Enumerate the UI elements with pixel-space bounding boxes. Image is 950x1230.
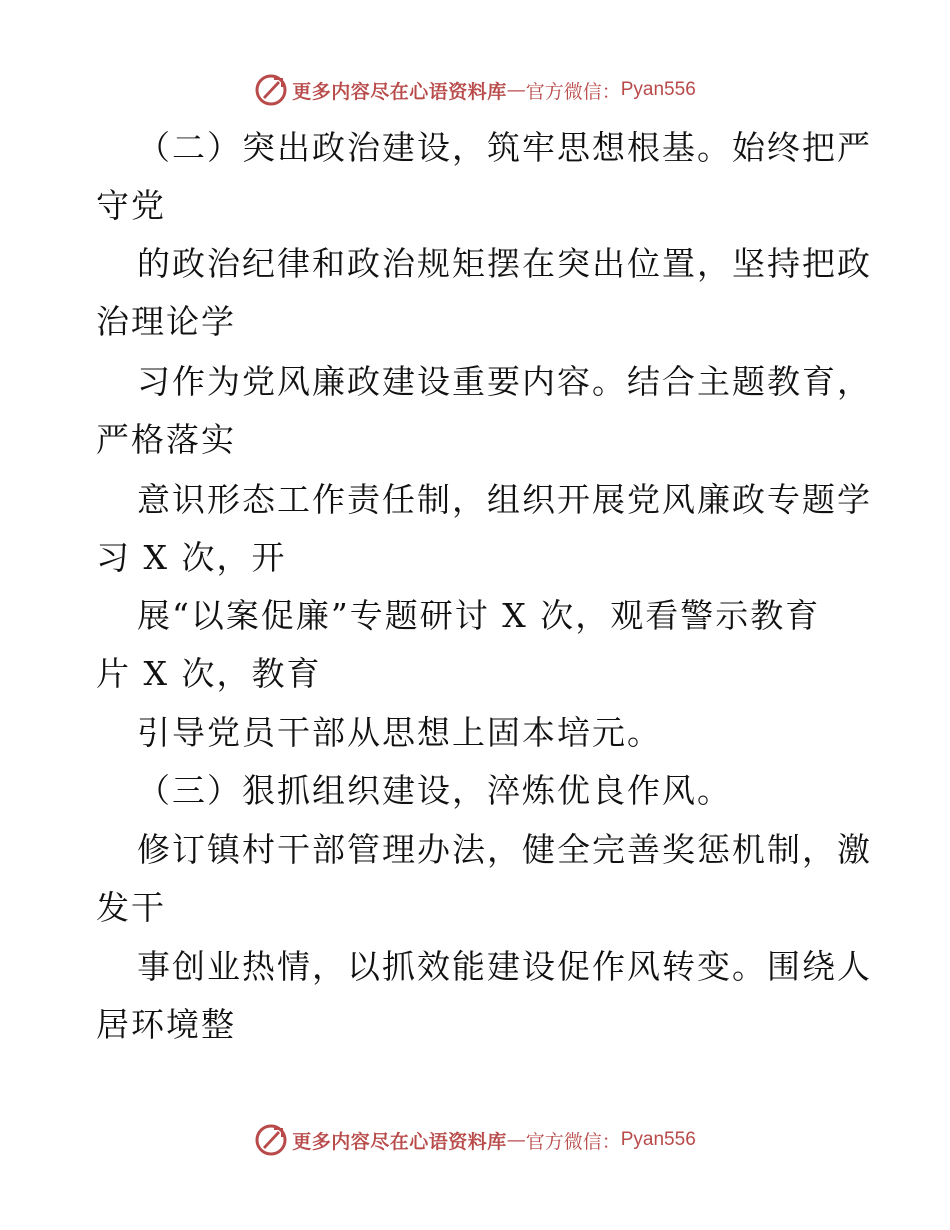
text-line: 居环境整 [96, 1005, 236, 1044]
banner-separator: — [506, 79, 526, 101]
banner-separator: — [506, 1129, 526, 1151]
text-line: 片 X 次，教育 [96, 654, 322, 693]
text-line: 治理论学 [96, 302, 236, 341]
text-line: 展“以案促廉”专题研讨 X 次，观看警示教育 [137, 596, 821, 635]
text-line: 发干 [96, 888, 166, 927]
text-line: （三）狠抓组织建设，淬炼优良作风。 [137, 771, 732, 810]
banner-wechat-label: 官方微信： [525, 80, 621, 103]
text-line: 习 X 次，开 [96, 538, 287, 577]
banner-wechat-label: 官方微信： [525, 1130, 621, 1153]
text-line: 的政治纪律和政治规矩摆在突出位置，坚持把政 [137, 244, 872, 283]
text-line: 守党 [96, 186, 166, 225]
banner-title: 更多内容尽在心语资料库 [292, 80, 507, 103]
text-line: （二）突出政治建设，筑牢思想根基。始终把严 [137, 128, 872, 167]
header-banner [0, 70, 950, 110]
quill-logo-icon [254, 1123, 288, 1157]
text-line: 修订镇村干部管理办法，健全完善奖惩机制，激 [137, 830, 872, 869]
text-line: 事创业热情，以抓效能建设促作风转变。围绕人 [137, 947, 872, 986]
banner-account: Pyan556 [620, 79, 696, 100]
text-line: 严格落实 [96, 420, 236, 459]
text-line: 意识形态工作责任制，组织开展党风廉政专题学 [137, 480, 872, 519]
text-line: 习作为党风廉政建设重要内容。结合主题教育， [137, 362, 872, 401]
banner-account: Pyan556 [620, 1129, 696, 1150]
text-line: 引导党员干部从思想上固本培元。 [137, 713, 662, 752]
quill-logo-icon [254, 73, 288, 107]
footer-banner [0, 1120, 950, 1160]
banner-title: 更多内容尽在心语资料库 [292, 1130, 507, 1153]
